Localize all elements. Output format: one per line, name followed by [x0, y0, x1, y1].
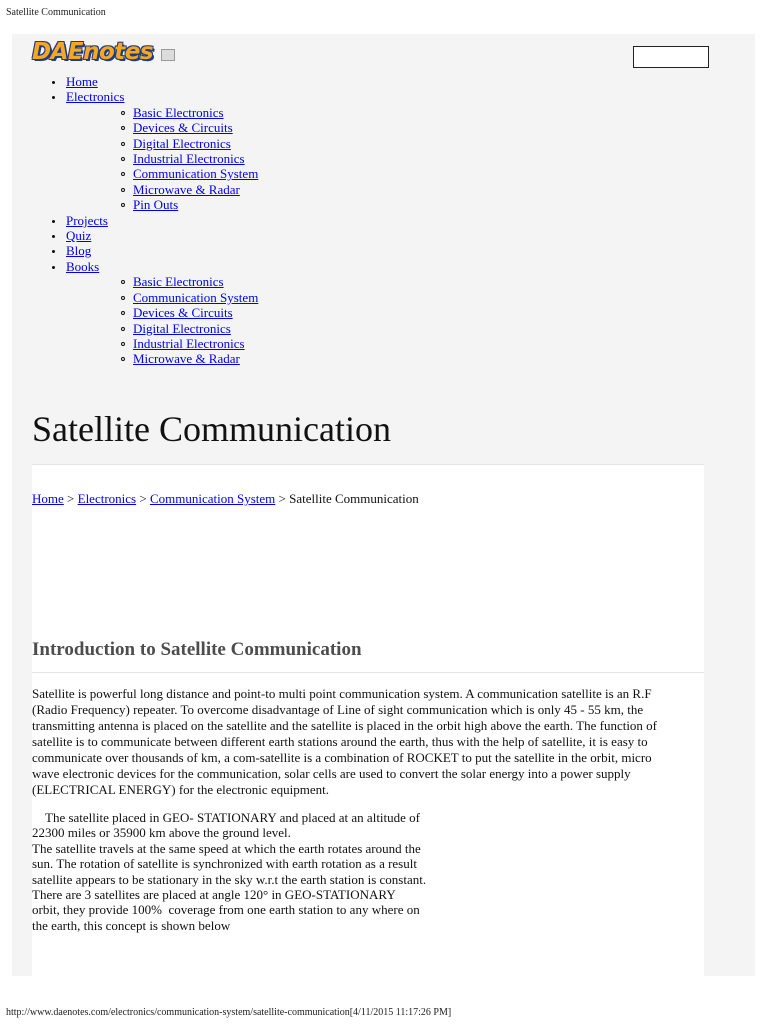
nav-link-microwave-radar[interactable]: Microwave & Radar: [133, 181, 240, 197]
nav-subitem: [66, 197, 258, 212]
page-frame: [12, 34, 755, 976]
nav-link-quiz[interactable]: Quiz: [66, 228, 92, 244]
nav-link-communication-system[interactable]: Communication System: [133, 166, 259, 182]
nav-link-books-basic-electronics[interactable]: Basic Electronics: [133, 274, 224, 290]
site-logo[interactable]: [32, 40, 175, 64]
nav-item-projects: [32, 213, 258, 228]
nav-link-books-devices-circuits[interactable]: Devices & Circuits: [133, 305, 233, 321]
nav-link-basic-electronics[interactable]: Basic Electronics: [133, 104, 224, 120]
geo-paragraph-line2: The satellite travels at the same speed at which the earth rotates around the sun. The rotation of satellite is synchronized with earth rotation as a result satellite appears to be stationary in the sky w.r.t the earth station is constant. There are 3 satellites are placed at angle 120° in GEO-STATIONARY orbit, they provide 100% coverage from one earth station to any where on the earth, this concept is shown below: [32, 840, 430, 933]
search-input[interactable]: [633, 46, 709, 68]
breadcrumb-separator: >: [275, 491, 290, 506]
main-nav: [32, 74, 258, 367]
nav-link-digital-electronics[interactable]: Digital Electronics: [133, 135, 231, 151]
geo-paragraph-line1: The satellite placed in GEO- STATIONARY and placed at an altitude of 22300 miles or 35900 km above the ground level.: [32, 810, 424, 841]
nav-link-home[interactable]: Home: [66, 74, 98, 89]
nav-link-books-digital-electronics[interactable]: Digital Electronics: [133, 320, 231, 336]
nav-subitem: [66, 274, 258, 289]
nav-item-blog: [32, 243, 258, 258]
section-title: Introduction to Satellite Communication: [32, 639, 362, 660]
nav-item-electronics: [32, 89, 258, 212]
nav-link-books-microwave-radar[interactable]: Microwave & Radar: [133, 351, 240, 367]
broken-image-icon: [161, 49, 175, 61]
print-footer: http://www.daenotes.com/electronics/communication-system/satellite-communication[4/11/2015 11:17:26 PM]: [6, 1007, 452, 1018]
nav-subitem: [66, 166, 258, 181]
nav-subitem: [66, 351, 258, 366]
nav-subitem: [66, 305, 258, 320]
nav-item-home: [32, 74, 258, 89]
intro-paragraph: Satellite is powerful long distance and point-to multi point communication system. A communication satellite is an R.F (Radio Frequency) repeater. To overcome disadvantage of Line of sight communication which is only 45 - 55 km, the transmitting antenna is placed on the satellite and the satellite is placed in the orbit high above the earth. The function of satellite is to communicate between different earth stations around the earth, thus with the help of satellite, it is easy to communicate over thousands of km, a com-satellite is a combination of ROCKET to put the satellite in the orbit, micro wave electronic devices for the communication, solar cells are used to convert the solar energy into a power supply (ELECTRICAL ENERGY) for the electronic equipment.: [32, 686, 658, 797]
nav-item-quiz: [32, 228, 258, 243]
nav-subitem: [66, 105, 258, 120]
nav-subitem: [66, 321, 258, 336]
nav-link-books-communication-system[interactable]: Communication System: [133, 289, 259, 305]
breadcrumb-communication-system[interactable]: Communication System: [149, 491, 276, 506]
nav-item-books: [32, 259, 258, 367]
nav-link-projects[interactable]: Projects: [66, 212, 108, 228]
geo-paragraph: [32, 810, 430, 933]
nav-link-electronics[interactable]: Electronics: [66, 89, 125, 105]
nav-link-industrial-electronics[interactable]: Industrial Electronics: [133, 151, 245, 167]
breadcrumb: [32, 491, 419, 507]
content-panel: [32, 464, 704, 976]
nav-link-devices-circuits[interactable]: Devices & Circuits: [133, 120, 233, 136]
nav-link-books[interactable]: Books: [66, 258, 100, 274]
print-header: Satellite Communication: [6, 7, 106, 18]
nav-subitem: [66, 336, 258, 351]
nav-subitem: [66, 290, 258, 305]
breadcrumb-separator: >: [63, 491, 78, 506]
section-divider: [32, 672, 704, 673]
nav-subitem: [66, 136, 258, 151]
page-title: Satellite Communication: [32, 409, 391, 449]
nav-subitem: [66, 120, 258, 135]
nav-link-blog[interactable]: Blog: [66, 243, 92, 259]
nav-subitem: [66, 182, 258, 197]
breadcrumb-home[interactable]: Home: [32, 491, 64, 506]
breadcrumb-electronics[interactable]: Electronics: [77, 491, 137, 506]
breadcrumb-current: Satellite Communication: [289, 491, 419, 506]
breadcrumb-separator: >: [136, 491, 150, 506]
nav-link-books-industrial-electronics[interactable]: Industrial Electronics: [133, 335, 245, 351]
logo-text: DAEnotes: [32, 39, 154, 65]
nav-subitem: [66, 151, 258, 166]
nav-link-pin-outs[interactable]: Pin Outs: [133, 197, 179, 213]
